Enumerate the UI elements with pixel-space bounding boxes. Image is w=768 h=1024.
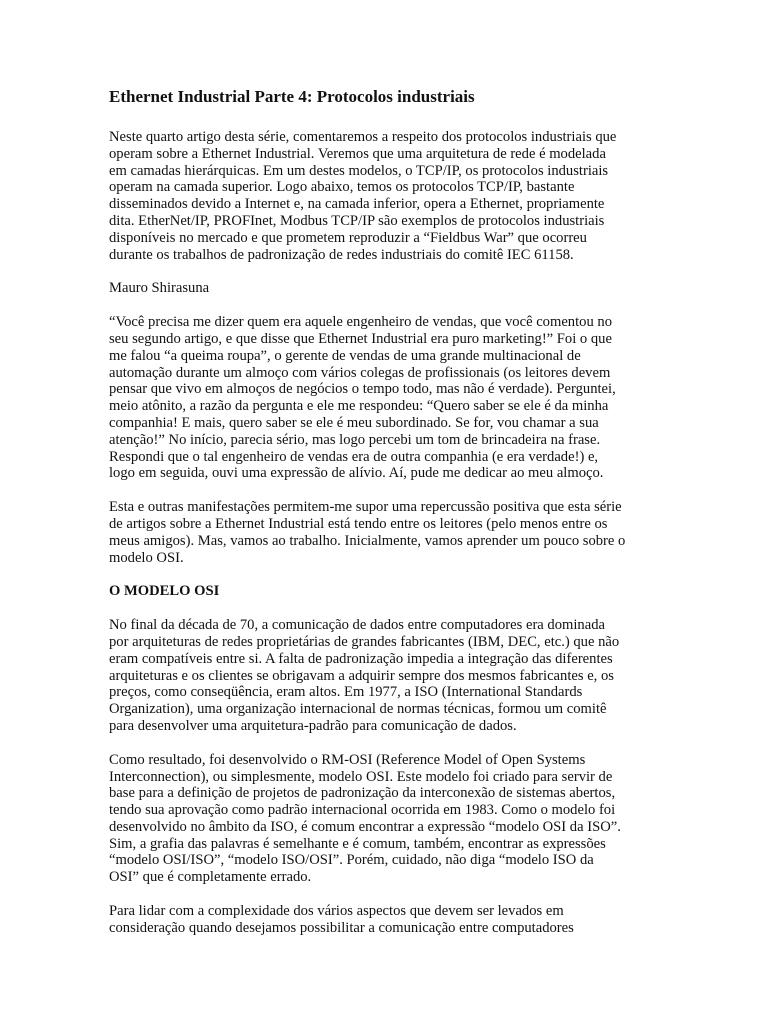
story-line: me falou “a queima roupa”, o gerente de vendas de uma grande multinacional de <box>109 347 581 364</box>
history-line: preços, como conseqüência, eram altos. Em 1977, a ISO (International Standards <box>109 684 583 701</box>
story-line: automação durante um almoço com vários colegas de profissionais (os leitores devem <box>109 364 611 381</box>
story-line: companhia! E mais, quero saber se ele é meu subordinado. Se for, vou chamar a sua <box>109 414 599 431</box>
history-line: Organization), uma organização internacional de normas técnicas, formou um comitê <box>109 701 607 718</box>
intro-line: em camadas hierárquicas. Em um destes modelos, o TCP/IP, os protocolos industriais <box>109 162 609 179</box>
reaction-line: de artigos sobre a Ethernet Industrial está tendo entre os leitores (pelo menos entre os <box>109 515 608 532</box>
history-line: arquiteturas e os clientes se obrigavam a adquirir sempre dos mesmos fabricantes e, os <box>109 667 614 684</box>
story-line: logo em seguida, ouvi uma expressão de alívio. Aí, pude me dedicar ao meu almoço. <box>109 465 604 482</box>
history-line: No final da década de 70, a comunicação de dados entre computadores era dominada <box>109 617 605 634</box>
intro-line: durante os trabalhos de padronização de redes industriais do comitê IEC 61158. <box>109 246 574 263</box>
section-heading-osi: O MODELO OSI <box>109 583 220 600</box>
story-line: atenção!” No início, parecia sério, mas logo percebi um tom de brincadeira na frase. <box>109 431 601 448</box>
story-paragraph <box>109 314 661 482</box>
rm-osi-line: “modelo OSI/ISO”, “modelo ISO/OSI”. Porém, cuidado, não diga “modelo ISO da <box>109 852 594 869</box>
rm-osi-line: base para a definição de projetos de padronização da interconexão de sistemas abertos, <box>109 785 616 802</box>
history-line: eram compatíveis entre si. A falta de padronização impedia a integração das diferentes <box>109 650 613 667</box>
story-line: pensar que vivo em almoços de negócios o tempo todo, mas não é verdade). Perguntei, <box>109 381 616 398</box>
intro-line: disseminados devido a Internet e, na camada inferior, opera a Ethernet, propriamente <box>109 196 605 213</box>
reaction-line: Esta e outras manifestações permitem-me supor uma repercussão positiva que esta série <box>109 499 622 516</box>
story-line: meio atônito, a razão da pergunta e ele me respondeu: “Quero saber se ele é da minha <box>109 398 609 415</box>
history-line: por arquiteturas de redes proprietárias de grandes fabricantes (IBM, DEC, etc.) que não <box>109 633 620 650</box>
intro-line: Neste quarto artigo desta série, comentaremos a respeito dos protocolos industriais que <box>109 129 617 145</box>
history-paragraph <box>109 617 661 735</box>
reaction-paragraph <box>109 499 661 566</box>
rm-osi-paragraph <box>109 752 661 886</box>
rm-osi-line: OSI” que é completamente errado. <box>109 869 312 886</box>
intro-line: operam na camada superior. Logo abaixo, temos os protocolos TCP/IP, bastante <box>109 179 575 196</box>
document-page <box>109 86 661 954</box>
history-line: para desenvolver uma arquitetura-padrão para comunicação de dados. <box>109 717 517 734</box>
intro-paragraph <box>109 129 661 263</box>
complexity-paragraph <box>109 903 661 937</box>
story-line: seu segundo artigo, e que disse que Ethernet Industrial era puro marketing!” Foi o que <box>109 330 612 347</box>
article-title: Ethernet Industrial Parte 4: Protocolos industriais <box>109 87 475 106</box>
intro-line: operam sobre a Ethernet Industrial. Veremos que uma arquitetura de rede é modelada <box>109 145 606 162</box>
intro-line: dita. EtherNet/IP, PROFInet, Modbus TCP/IP são exemplos de protocolos industriais <box>109 212 605 229</box>
rm-osi-line: Interconnection), ou simplesmente, modelo OSI. Este modelo foi criado para servir de <box>109 768 613 785</box>
author-name: Mauro Shirasuna <box>109 280 210 297</box>
story-line: Respondi que o tal engenheiro de vendas era de outra companhia (e era verdade!) e, <box>109 448 599 465</box>
intro-line: disponíveis no mercado e que prometem reproduzir a “Fieldbus War” que ocorreu <box>109 229 587 246</box>
complexity-line: consideração quando desejamos possibilitar a comunicação entre computadores <box>109 919 574 936</box>
rm-osi-line: Como resultado, foi desenvolvido o RM-OSI (Reference Model of Open Systems <box>109 751 586 768</box>
rm-osi-line: tendo sua aprovação como padrão internacional ocorrida em 1983. Como o modelo foi <box>109 802 616 819</box>
reaction-line: modelo OSI. <box>109 549 184 566</box>
rm-osi-line: desenvolvido no âmbito da ISO, é comum encontrar a expressão “modelo OSI da ISO”. <box>109 818 621 835</box>
complexity-line: Para lidar com a complexidade dos vários aspectos que devem ser levados em <box>109 903 564 920</box>
story-line: “Você precisa me dizer quem era aquele engenheiro de vendas, que você comentou no <box>109 314 612 331</box>
rm-osi-line: Sim, a grafia das palavras é semelhante e é comum, também, encontrar as expressões <box>109 835 606 852</box>
reaction-line: meus amigos). Mas, vamos ao trabalho. Inicialmente, vamos aprender um pouco sobre o <box>109 532 626 549</box>
